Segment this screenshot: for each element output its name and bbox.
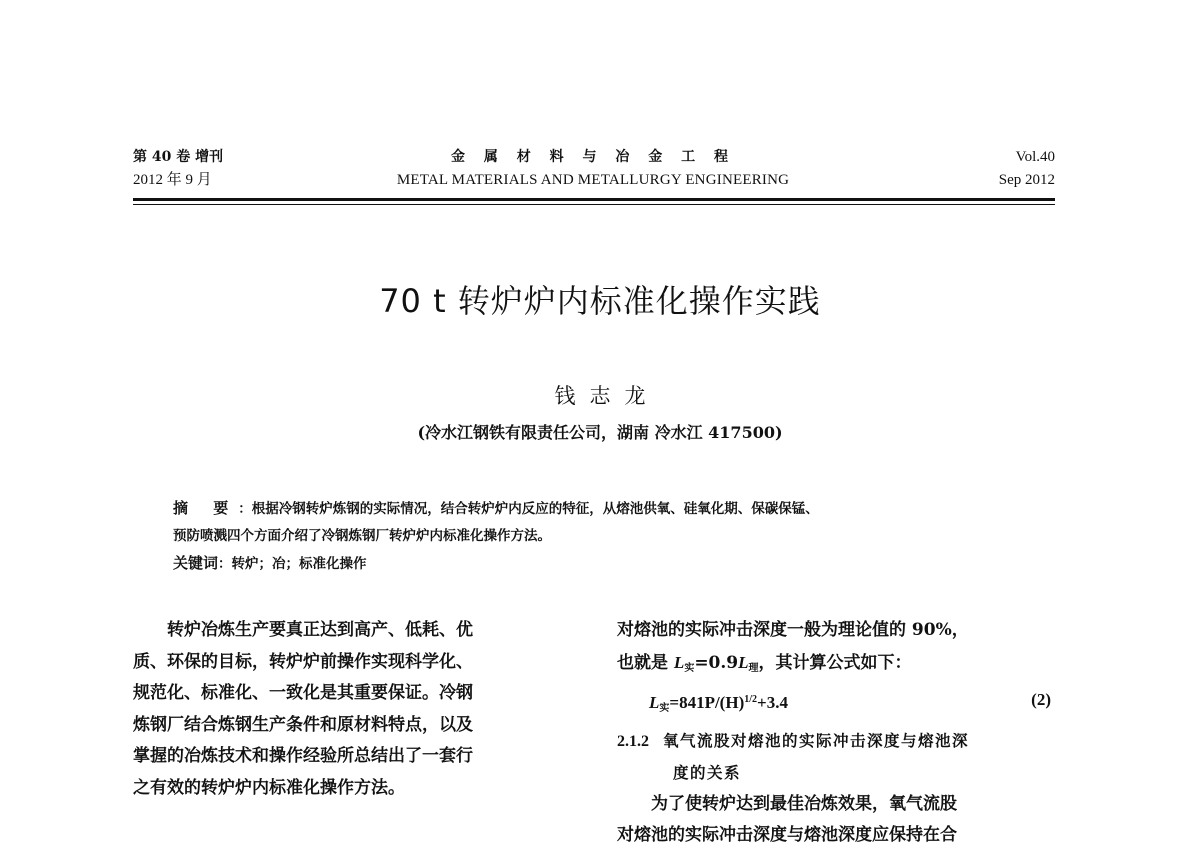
subscript-li: 理 [748,662,759,674]
left-line-3: 规范化、标准化、一致化是其重要保证。冷钢 [133,683,473,703]
left-line-2: 质、环保的目标，转炉炉前操作实现科学化、 [133,651,473,672]
subscript-shi: 实 [684,662,695,674]
abstract [173,495,1033,578]
date-en: Sep 2012 [998,172,1055,188]
volume-cn: 第 40 卷 增刊 [133,149,224,165]
journal-name-cn: 金 属 材 料 与 冶 金 工 程 [451,149,735,165]
article-author: 钱志龙 [554,384,660,408]
right-line-2-pre: 也就是 [617,652,674,673]
formula-subscript: 实 [659,703,670,714]
keywords-line [173,550,1033,578]
left-line-5: 掌握的冶炼技术和操作经验所总结出了一套行 [133,746,473,766]
body-column-right [617,615,1057,852]
abstract-line-2: 预防喷溅四个方面介绍了冷钢炼钢厂转炉炉内标准化操作方法。 [173,528,551,544]
body-column-left [133,615,573,804]
subsection-number: 2.1.2 [617,732,649,750]
left-line-4: 炼钢厂结合炼钢生产条件和原材料特点，以及 [133,714,473,735]
right-para2-line-1: 为了使转炉达到最佳冶炼效果，氧气流股 [651,793,957,814]
symbol-L: L [673,652,685,672]
formula-body: =841P/(H) [669,693,745,712]
right-line-2 [617,647,1057,685]
article-title: 70 t 转炉炉内标准化操作实践 [379,282,821,320]
running-header [133,146,1055,198]
formula-L: L [649,693,660,712]
header-rule-thick [133,198,1055,201]
keywords-text: ：转炉；冶；标准化操作 [218,556,367,572]
header-center [343,146,843,192]
subsection-heading [617,725,1057,758]
abstract-line-1 [173,495,1033,523]
header-right [855,146,1055,192]
abstract-label: 摘 要 [173,499,239,517]
equation-number: (2) [1031,690,1051,709]
keywords-label: 关键词 [173,554,219,572]
formula-tail: +3.4 [757,693,788,712]
subsection-title-1: 氧气流股对熔池的实际冲击深度与熔池深 [663,730,970,750]
volume-en: Vol.40 [1015,149,1055,165]
journal-name-en: METAL MATERIALS AND METALLURGY ENGINEERING [396,172,790,188]
right-line-2-post: ，其计算公式如下： [758,652,912,673]
date-cn: 2012 年 9 月 [133,172,212,188]
left-line-6: 之有效的转炉炉内标准化操作方法。 [133,777,405,798]
subsection-title-2: 度的关系 [673,763,742,782]
right-para2-line-2: 对熔池的实际冲击深度与熔池深度应保持在合 [617,825,957,845]
formula-2 [617,684,1057,725]
left-line-1: 转炉冶炼生产要真正达到高产、低耗、优 [167,620,473,640]
formula-superscript: 1/2 [744,694,758,705]
right-line-1: 对熔池的实际冲击深度一般为理论值的 90%， [617,620,969,640]
header-rule-thin [133,204,1055,205]
right-line-2-mid: =0.9 [694,652,739,673]
abstract-text-1: ：根据冷钢转炉炼钢的实际情况，结合转炉炉内反应的特征，从熔池供氧、硅氧化期、保碳保锰、 [238,501,819,517]
header-left [133,146,333,192]
article-affiliation: (冷水江钢铁有限责任公司，湖南 冷水江 417500) [417,423,783,442]
symbol-L-2: L [738,652,749,672]
